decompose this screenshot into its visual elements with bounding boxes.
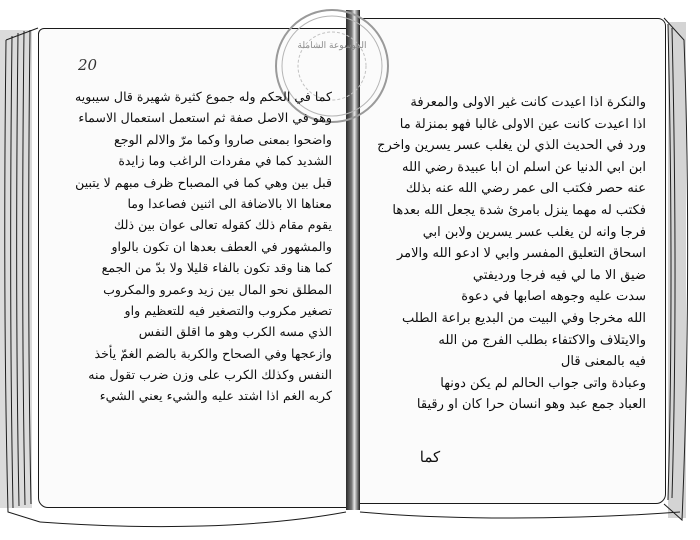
text-line: فرجا وانه لن يغلب عسر يسرين ولابن ابي [422,224,646,240]
left-page-text [75,86,332,407]
text-line: عنه حصر فكتب الى عمر رضي الله عنه بذلك [405,181,646,197]
text-line: اسحاق التعليق المفسر وابي لا ادعو الله والامر [396,246,646,262]
right-page-text [374,92,646,416]
text-line: يقوم مقام ذلك كقوله تعالى عوان بين ذلك [114,217,332,233]
text-line: ورد في الحديث الذي لن يغلب عسر يسرين واخرج [377,138,646,154]
text-line: الشديد كما في مفردات الراغب وما زايدة [118,153,332,169]
text-line: الله مخرجا وفي البيت من البديع براعة الطلب [402,310,646,326]
text-line: النفس وكذلك الكرب على وزن ضرب تقول منه [88,367,332,383]
catchword: كما [419,448,441,466]
text-line: اذا اعيدت كانت عين الاولى غالبا فهو بمنزلة ما [399,116,646,132]
text-line: والايتلاف والاكتفاء بطلب الفرج من الله [438,332,646,348]
text-line: فكتب له مهما ينزل بامرئ شدة يجعل الله بعدها [392,202,646,218]
text-line: والنكرة اذا اعيدت كانت غير الاولى والمعرفة [410,95,646,110]
text-line: تصغير مكروب والتصغير فيه للتعظيم واو [124,302,332,318]
text-line: العباد جمع عبد وهو انسان حرا كان او رقيقا [416,397,646,413]
text-line: ابن ابي الدنيا عن اسلم ان ابا عبيدة رضي الله [402,159,646,175]
text-line: سدت عليه وجوهه اصابها في دعوة [461,289,646,305]
text-line: المطلق نحو المال بين زيد وعمرو والمكروب [103,281,332,297]
seal-inscription: الموسوعة الشاملة [297,41,367,51]
text-line: معناها الا بالاضافة الى اثنين فصاعدا وما [127,195,332,211]
text-line: والمشهور في العطف بعدها ان تكون بالواو [111,238,332,254]
text-line: ضيق الا ما لي فيه فرجا ورديفتي [472,267,646,283]
text-line: قبل بين وهي كما في المصباح ظرف مبهم لا يتبين [75,174,332,190]
text-line: واضحوا بمعنى صاروا وكما مرّ والالم الوجع [114,131,332,147]
text-line: وهو في الاصل صفة ثم استعمل استعمال الاسماء [78,110,332,126]
text-line: كما هنا وقد تكون بالفاء قليلا ولا بدّ من الجمع [101,260,332,276]
text-line: وعبادة واتى جواب الحالم لم يكن دونها [440,375,646,391]
text-line: كربه الغم اذا اشتد عليه والشيء يعني الشيء [99,388,332,404]
text-line: كما في الحكم وله جموع كثيرة شهيرة قال سيبويه [75,89,332,104]
text-line: وازعجها وفي الصحاح والكربة بالضم الغمّ يأخذ [94,345,332,361]
folio-number: 20 [78,56,98,74]
text-line: الذي مسه الكرب وهو ما اقلق النفس [138,324,332,340]
text-line: فيه بالمعنى قال [560,354,646,370]
